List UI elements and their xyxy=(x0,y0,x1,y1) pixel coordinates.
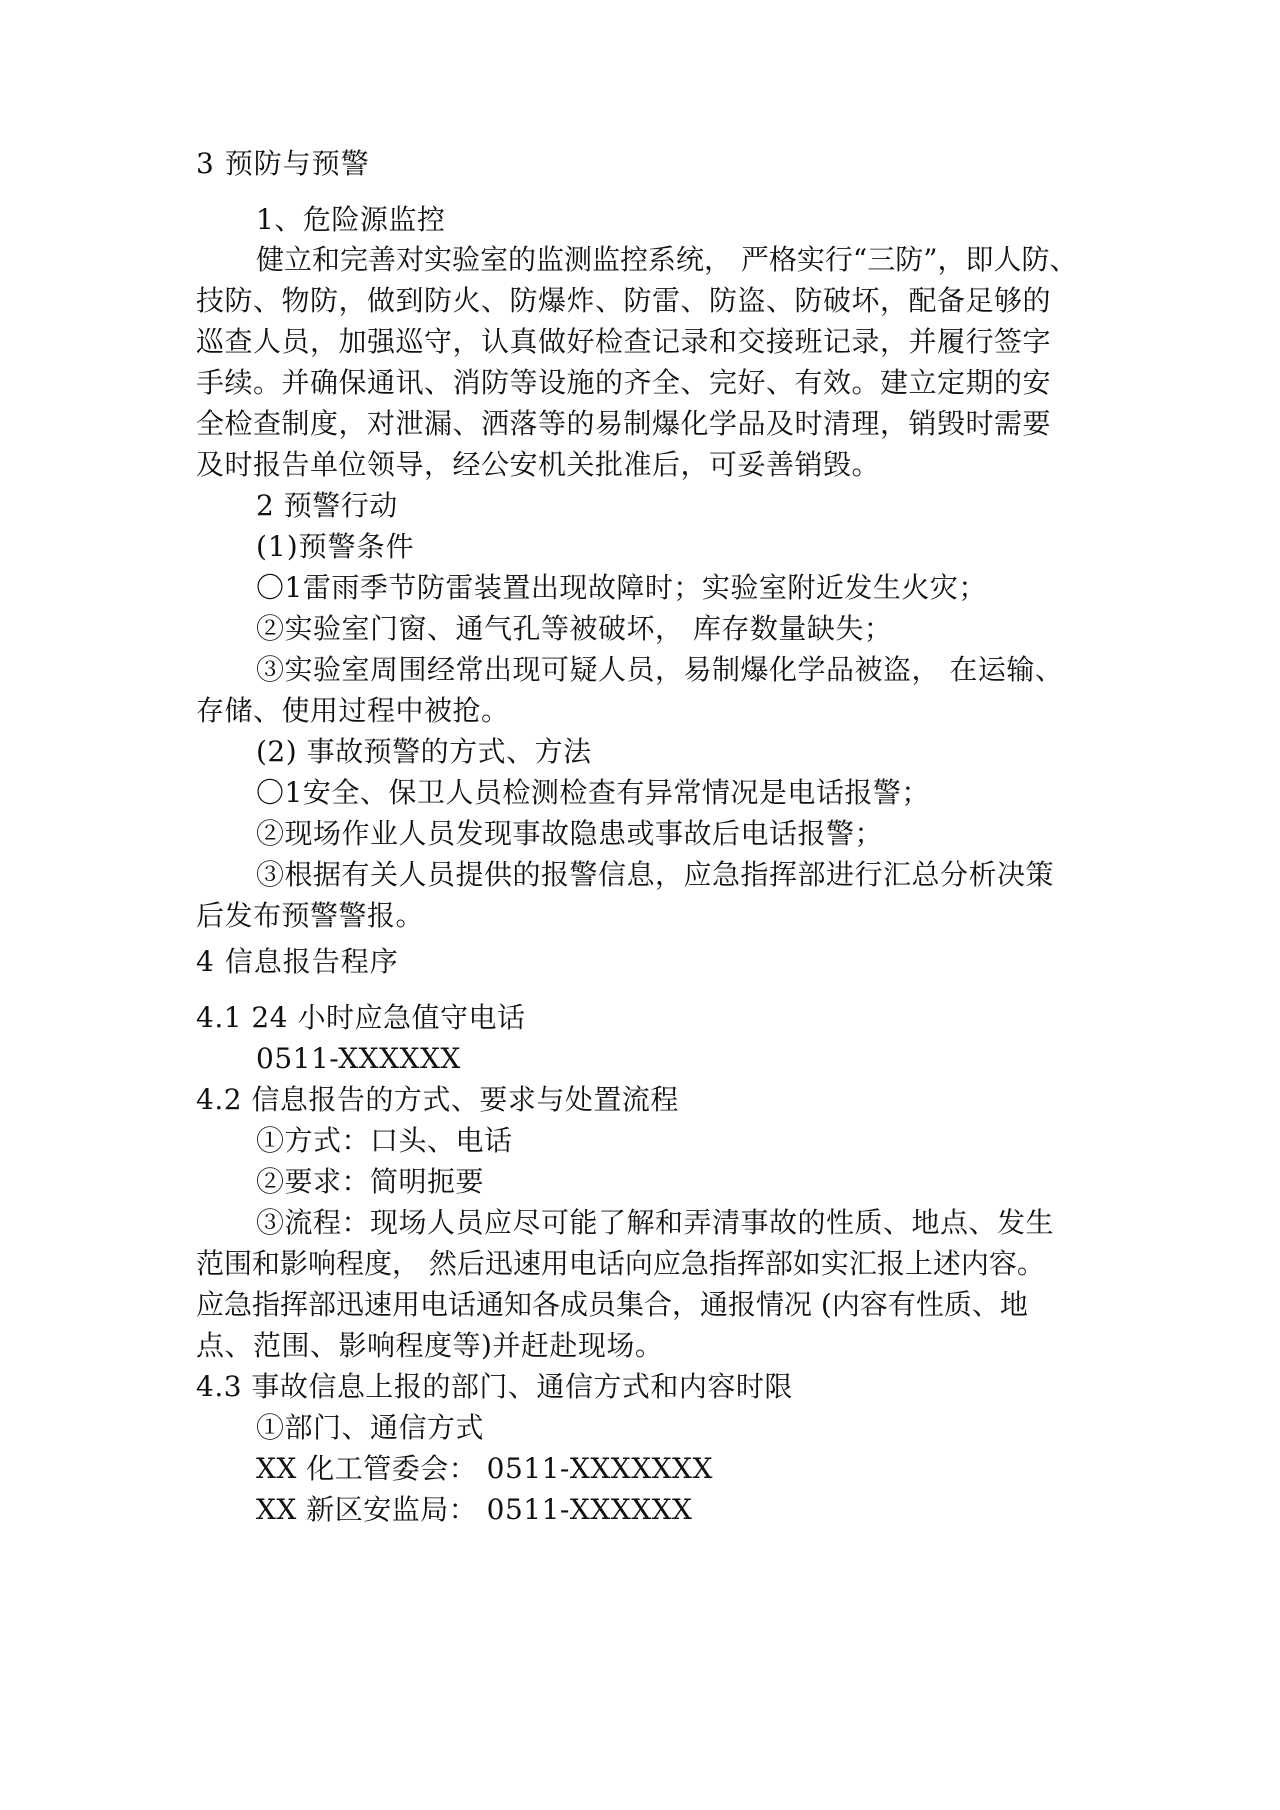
paragraph-line: 技防、物防，做到防火、防爆炸、防雷、防盗、防破坏，配备足够的 xyxy=(196,284,1052,317)
method-item: 后发布预警警报。 xyxy=(196,899,425,932)
method-item: 〇1安全、保卫人员检测检查有异常情况是电话报警； xyxy=(256,776,930,809)
warning-conditions-title: (1)预警条件 xyxy=(256,530,415,563)
condition-item: ➂实验室周围经常出现可疑人员，易制爆化学品被盗， 在运输、 xyxy=(256,653,1064,686)
contact-item: ①部门、通信方式 xyxy=(256,1411,485,1444)
report-item: ②要求：简明扼要 xyxy=(256,1165,485,1198)
report-item: 范围和影响程度， 然后迅速用电话向应急指挥部如实汇报上述内容。 xyxy=(196,1247,1045,1280)
contact-item: XX 新区安监局： 0511-XXXXXX xyxy=(256,1493,693,1526)
paragraph-line: 全检查制度，对泄漏、洒落等的易制爆化学品及时清理，销毁时需要 xyxy=(196,407,1052,440)
method-item: ➂根据有关人员提供的报警信息，应急指挥部进行汇总分析决策 xyxy=(256,858,1055,891)
paragraph-line: 及时报告单位领导，经公安机关批准后，可妥善销毁。 xyxy=(196,448,881,481)
condition-item: 〇1雷雨季节防雷装置出现故障时；实验室附近发生火灾； xyxy=(256,571,987,604)
paragraph-line: 巡查人员，加强巡守，认真做好检查记录和交接班记录，并履行签字 xyxy=(196,325,1052,358)
warning-methods-title: (2) 事故预警的方式、方法 xyxy=(256,735,592,768)
subsection-1-title: 1、危险源监控 xyxy=(256,203,446,236)
paragraph-line: 健立和完善对实验室的监测监控系统， 严格实行“三防”，即人防、 xyxy=(256,243,1078,276)
section-4-heading: 4 信息报告程序 xyxy=(196,945,399,978)
subsection-4-3-title: 4.3 事故信息上报的部门、通信方式和内容时限 xyxy=(196,1370,793,1403)
subsection-4-1-title: 4.1 24 小时应急值守电话 xyxy=(196,1001,526,1034)
condition-item: ➁实验室门窗、通气孔等被破坏， 库存数量缺失； xyxy=(256,612,893,645)
condition-item: 存储、使用过程中被抢。 xyxy=(196,694,510,727)
duty-phone: 0511-XXXXXX xyxy=(256,1042,461,1075)
report-item: 点、范围、影响程度等)并赶赴现场。 xyxy=(196,1329,664,1362)
subsection-2-title: 2 预警行动 xyxy=(256,489,398,522)
contact-item: XX 化工管委会： 0511-XXXXXXX xyxy=(256,1452,713,1485)
subsection-4-2-title: 4.2 信息报告的方式、要求与处置流程 xyxy=(196,1083,679,1116)
section-3-heading: 3 预防与预警 xyxy=(196,147,370,180)
report-item: ③流程：现场人员应尽可能了解和弄清事故的性质、地点、发生 xyxy=(256,1206,1055,1239)
method-item: ➁现场作业人员发现事故隐患或事故后电话报警； xyxy=(256,817,884,850)
paragraph-line: 手续。并确保通讯、消防等设施的齐全、完好、有效。建立定期的安 xyxy=(196,366,1052,399)
report-item: ①方式：口头、电话 xyxy=(256,1124,513,1157)
report-item: 应急指挥部迅速用电话通知各成员集合，通报情况 (内容有性质、地 xyxy=(196,1288,1028,1321)
